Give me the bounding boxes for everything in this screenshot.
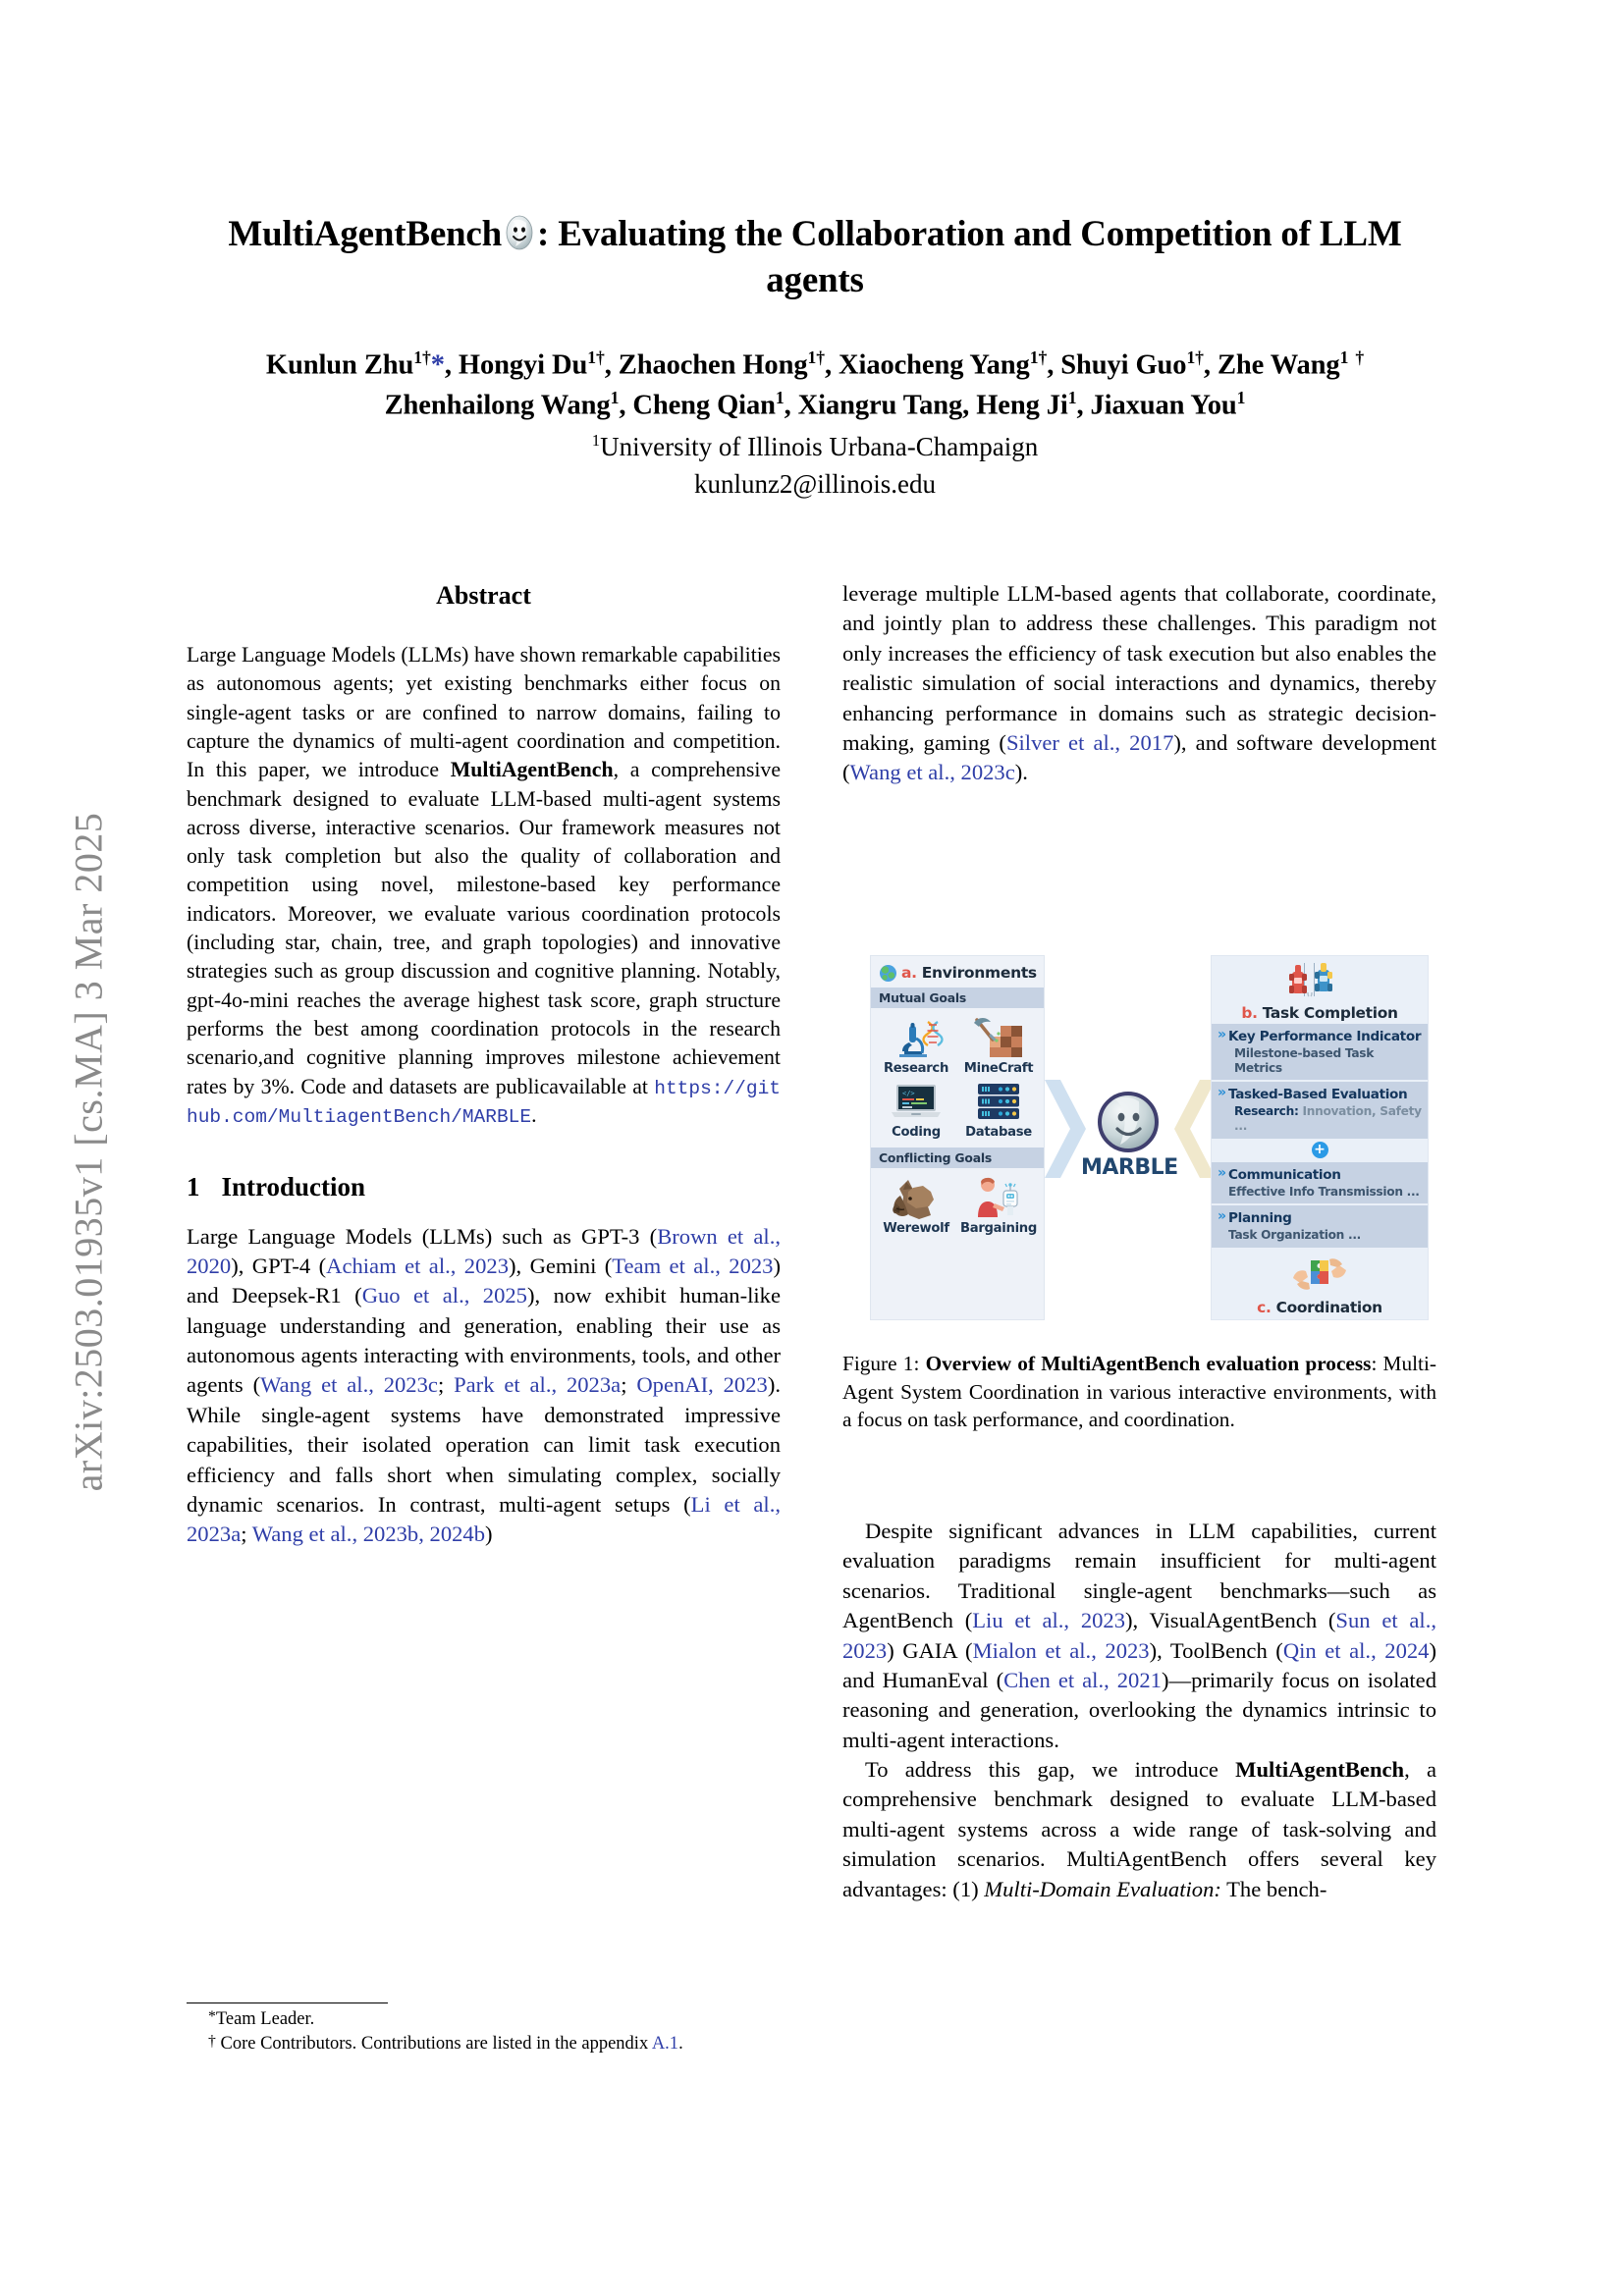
rc2-t2: ), VisualAgentBench ( <box>1125 1608 1336 1633</box>
intro-t7: ; <box>621 1372 637 1398</box>
double-chevron-icon: » <box>1218 1027 1224 1042</box>
section-number: 1 <box>187 1172 200 1202</box>
double-chevron-icon: » <box>1218 1164 1224 1181</box>
caption-label: Figure 1: <box>842 1352 926 1375</box>
rc3-t1: To address this gap, we introduce <box>865 1757 1236 1782</box>
metric-planning-texts <box>1228 1209 1422 1243</box>
marble-smiley-icon <box>1096 1090 1161 1154</box>
metric-row-task-based-eval[interactable] <box>1212 1082 1428 1138</box>
title-text-after-icon: : Evaluating the Collaboration and Competition of LLM agents <box>537 214 1402 301</box>
arrow-out-of-marble-icon <box>1174 1074 1216 1184</box>
metric-title-planning: Planning <box>1228 1210 1292 1227</box>
citation-liu-2023[interactable]: Liu et al., 2023 <box>972 1608 1126 1633</box>
rc2-t1: Despite significant advances in LLM capabilities, current evaluation paradigms remain insufficient for multi-agent scenarios. Traditional single-agent benchmarks—such as AgentBench ( <box>842 1519 1436 1633</box>
metric-title-communication: Communication <box>1228 1166 1341 1183</box>
citation-qin-2024[interactable]: Qin et al., 2024 <box>1282 1637 1430 1663</box>
intro-paragraph-1 <box>187 1222 781 1550</box>
citation-wang-2023b-2024b[interactable]: Wang et al., 2023b, 2024b <box>251 1522 486 1547</box>
env-item-minecraft[interactable] <box>957 1014 1040 1076</box>
rc3-t2: , a comprehensive benchmark designed to evaluate LLM-based multi-agent systems across a wide range of task-solving and simulation scenarios. MultiAgentBench offers several key advantages: (1) <box>842 1757 1436 1901</box>
metric-sub-dim: Innovation, Safety ... <box>1234 1104 1422 1133</box>
svg-text:</>: </> <box>902 1090 915 1097</box>
metric-kpi-texts <box>1228 1028 1422 1075</box>
double-chevron-icon: » <box>1218 1208 1224 1225</box>
intro-t9: ; <box>241 1522 252 1547</box>
footnote-divider <box>187 2002 388 2003</box>
coordination-letter: c. <box>1257 1299 1272 1316</box>
title-text-before-icon: MultiAgentBench <box>228 214 503 254</box>
footnote-text-2b: . <box>678 2033 683 2054</box>
footnote-core-contributors <box>187 2032 781 2056</box>
intro-t6: ; <box>437 1372 455 1398</box>
abstract-part-1: Large Language Models (LLMs) have shown remarkable capabilities as autonomous agents; yet existing benchmarks either focus on single-agent tasks or are confined to narrow domains, failing to capture the dynamics of multi-agent coordination and competition. In this paper, we introduce <box>187 642 781 782</box>
environments-title <box>871 956 1044 988</box>
globe-icon <box>880 965 896 982</box>
footnote-mark-dagger: † <box>208 2032 216 2050</box>
right-paragraph-3 <box>842 1755 1436 1904</box>
arxiv-stamp: arXiv:2503.01935v1 [cs.MA] 3 Mar 2025 <box>66 812 111 1492</box>
environments-panel <box>870 955 1045 1320</box>
metric-sub-strong: Research: <box>1234 1104 1299 1119</box>
footnotes-block <box>187 2007 781 2056</box>
metric-sub-kpi: Milestone-based Task Metrics <box>1234 1046 1375 1075</box>
env-item-bargaining[interactable] <box>957 1174 1040 1236</box>
email-line: kunlunz2@illinois.edu <box>693 468 937 499</box>
env-label-bargaining: Bargaining <box>959 1221 1038 1236</box>
caption-bold: Overview of MultiAgentBench evaluation process <box>925 1352 1372 1375</box>
affiliation-line <box>147 429 1483 466</box>
citation-wang-2023c-right[interactable]: Wang et al., 2023c <box>849 760 1015 785</box>
intro-t5: ), now exhibit human-like language understanding and generation, enabling their use as autonomous agents interacting with environments, tools, and other agents ( <box>187 1283 781 1398</box>
rc2-t4: ), ToolBench ( <box>1149 1637 1283 1663</box>
metric-comm-texts <box>1228 1166 1422 1200</box>
rc3-bold: MultiAgentBench <box>1235 1757 1405 1782</box>
arrow-into-marble-icon <box>1045 1074 1086 1184</box>
repo-url-link[interactable]: https://github.com/MultiagentBench/MARBLE <box>187 1077 781 1128</box>
footnote-text-2a: Core Contributors. Contributions are listed in the appendix <box>215 2033 652 2054</box>
coordination-footer <box>1212 1255 1428 1319</box>
page-title <box>182 211 1448 304</box>
figure-1-canvas <box>842 944 1436 1329</box>
left-column <box>187 579 781 1550</box>
citation-chen-2021[interactable]: Chen et al., 2021 <box>1003 1667 1162 1692</box>
marble-emoji-icon <box>503 213 536 252</box>
task-completion-header <box>1212 956 1428 1022</box>
citation-li-2023a[interactable]: Li et al., 2023a <box>187 1491 781 1547</box>
citation-brown-2020[interactable]: Brown et al., 2020 <box>187 1223 781 1278</box>
env-item-research[interactable] <box>875 1014 957 1076</box>
env-item-database[interactable] <box>957 1078 1040 1140</box>
pickaxe-blocks-icon <box>971 1014 1026 1059</box>
intro-t1: Large Language Models (LLMs) such as GPT-3 ( <box>187 1223 658 1249</box>
metric-row-kpi[interactable] <box>1212 1024 1428 1080</box>
title-block <box>182 211 1448 304</box>
metric-sub-communication: Effective Info Transmission ... <box>1228 1184 1420 1199</box>
footnote-mark-star: * <box>208 2008 216 2025</box>
figure-1-caption <box>842 1350 1436 1434</box>
rc2-t6: )—primarily focus on isolated reasoning and generation, overlooking the dynamics intrinsic to multi-agent interactions. <box>842 1667 1437 1752</box>
abstract-part-2: , a comprehensive benchmark designed to evaluate LLM-based multi-agent systems across diverse, interactive scenarios. Our framework measures not only task completion but also the quality of collaboration and competition using novel, milestone-based key performance indicators. Moreover, we evaluate various coordination protocols (including star, chain, tree, and graph topologies) and innovative strategies such as group discussion and cognitive planning. Notably, gpt-4o-mini reaches the average highest task score, graph structure performs the best among coordination protocols in the research scenario,and cognitive planning improves milestone achievement rates by 3%. Code and datasets are publicavailable at <box>187 758 782 1098</box>
task-completion-title-text: Task Completion <box>1262 1004 1398 1022</box>
author-line-2: Zhenhailong Wang$^1$, Cheng Qian$^1$, Xiangru Tang, Heng Ji$^1$, Jiaxuan You$^1$ <box>384 387 1246 421</box>
environments-letter: a. <box>901 964 917 982</box>
env-item-werewolf[interactable] <box>875 1174 957 1236</box>
rc-t3: ). <box>1014 760 1028 785</box>
appendix-link-a1[interactable]: A.1 <box>651 2033 679 2054</box>
citation-wang-2023c[interactable]: Wang et al., 2023c <box>260 1372 438 1398</box>
figure-1 <box>842 944 1436 1329</box>
intro-t10: ) <box>485 1522 493 1547</box>
person-robot-icon <box>971 1174 1026 1219</box>
abstract-body <box>187 641 781 1130</box>
footnote-team-leader <box>187 2007 781 2032</box>
metric-title-task-based-eval: Tasked-Based Evaluation <box>1228 1087 1408 1103</box>
metric-title-kpi: Key Performance Indicator <box>1228 1029 1422 1044</box>
affiliation-text: University of Illinois Urbana-Champaign <box>600 431 1039 461</box>
right-column-lower <box>842 1517 1436 1904</box>
evaluation-panel <box>1211 955 1429 1320</box>
section-title: Introduction <box>221 1172 366 1202</box>
server-rack-icon <box>971 1078 1026 1123</box>
citation-park-2023a[interactable]: Park et al., 2023a <box>454 1372 622 1398</box>
env-label-coding: Coding <box>892 1125 941 1140</box>
rc2-t3: ) GAIA ( <box>887 1637 973 1663</box>
laptop-code-icon <box>889 1078 944 1123</box>
author-line-1: Kunlun Zhu$^{1\dagger}$*, Hongyi $Du^{1\dagger}$, Zhaochen Hong$^{1\dagger}$, Xiaocheng Yang$^{1\dagger}$, Shuyi Guo$^{1\dagger}$, Zhe Wang$^1$ † <box>265 347 1365 381</box>
caption-rest: : Multi-Agent System Coordination in various interactive environments, with a focus on task performance, and coordination. <box>842 1352 1436 1432</box>
racing-cars-icon <box>1284 987 1355 1003</box>
citation-team-2023[interactable]: Team et al., 2023 <box>612 1253 774 1278</box>
env-label-werewolf: Werewolf <box>883 1221 949 1236</box>
affiliation-superscript: 1 <box>591 430 601 450</box>
coordination-title <box>1212 1299 1428 1316</box>
microscope-dna-icon <box>889 1014 944 1059</box>
abstract-bold-benchmark: MultiAgentBench <box>450 758 614 782</box>
metric-row-planning[interactable] <box>1212 1205 1428 1248</box>
citation-achiam-2023[interactable]: Achiam et al., 2023 <box>326 1253 509 1278</box>
footnote-text-1: Team Leader. <box>215 2009 315 2029</box>
metric-sub-task-based-eval <box>1228 1104 1422 1133</box>
marble-center-block <box>1081 1090 1178 1180</box>
mutual-goals-grid <box>871 1008 1044 1148</box>
conflicting-goals-band: Conflicting Goals <box>871 1148 1044 1168</box>
citation-openai-2023[interactable]: OpenAI, 2023 <box>636 1372 768 1398</box>
rc3-italic: Multi-Domain Evaluation: <box>984 1876 1221 1901</box>
coordination-title-text: Coordination <box>1275 1299 1382 1316</box>
abstract-part-3: . <box>531 1102 537 1127</box>
mutual-goals-band: Mutual Goals <box>871 988 1044 1008</box>
env-label-minecraft: MineCraft <box>963 1061 1034 1076</box>
conflicting-goals-grid <box>871 1168 1044 1244</box>
right-column <box>842 579 1436 788</box>
intro-t3: ), Gemini ( <box>509 1253 613 1278</box>
right-paragraph-2 <box>842 1517 1436 1755</box>
intro-t2: ), GPT-4 ( <box>231 1253 327 1278</box>
marble-label: MARBLE <box>1081 1155 1178 1180</box>
intro-t8: ). While single-agent systems have demonstrated impressive capabilities, their isolated operation can limit task execution efficiency and falls short when simulating complex, socially dynamic scenarios. In contrast, multi-agent setups ( <box>187 1372 781 1517</box>
task-completion-letter: b. <box>1241 1004 1258 1022</box>
puzzle-hands-icon <box>1289 1281 1350 1298</box>
task-completion-title <box>1212 1004 1428 1022</box>
rc2-t5: ) and HumanEval ( <box>842 1637 1437 1692</box>
citation-silver-2017[interactable]: Silver et al., 2017 <box>1005 729 1174 755</box>
section-heading-introduction <box>187 1169 781 1204</box>
rc3-t3: The bench- <box>1220 1876 1327 1901</box>
env-label-database: Database <box>965 1125 1032 1140</box>
wolf-icon <box>889 1174 944 1219</box>
plus-row <box>1212 1139 1428 1160</box>
citation-guo-2025[interactable]: Guo et al., 2025 <box>361 1283 527 1308</box>
right-paragraph-0 <box>842 579 1436 788</box>
intro-t4: ) and Deepsek-R1 ( <box>187 1253 782 1308</box>
citation-mialon-2023[interactable]: Mialon et al., 2023 <box>972 1637 1150 1663</box>
metric-sub-planning: Task Organization ... <box>1228 1228 1361 1243</box>
plus-badge-icon: + <box>1312 1142 1328 1158</box>
abstract-heading: Abstract <box>436 581 531 610</box>
metric-tbe-texts <box>1228 1086 1422 1133</box>
double-chevron-icon: » <box>1218 1085 1224 1101</box>
env-item-coding[interactable] <box>875 1078 957 1140</box>
rc-t1: leverage multiple LLM-based agents that collaborate, coordinate, and jointly plan to address these challenges. This paradigm not only increases the efficiency of task execution but also enables the realistic simulation of social interactions and dynamics, thereby enhancing performance in domains such as strategic decision-making, gaming ( <box>842 581 1436 755</box>
env-label-research: Research <box>883 1061 949 1076</box>
citation-sun-2023[interactable]: Sun et al., 2023 <box>842 1608 1437 1663</box>
rc-t2: ), and software development ( <box>842 729 1436 785</box>
metric-row-communication[interactable] <box>1212 1162 1428 1204</box>
environments-title-text: Environments <box>921 964 1037 982</box>
authors-block <box>147 346 1483 504</box>
